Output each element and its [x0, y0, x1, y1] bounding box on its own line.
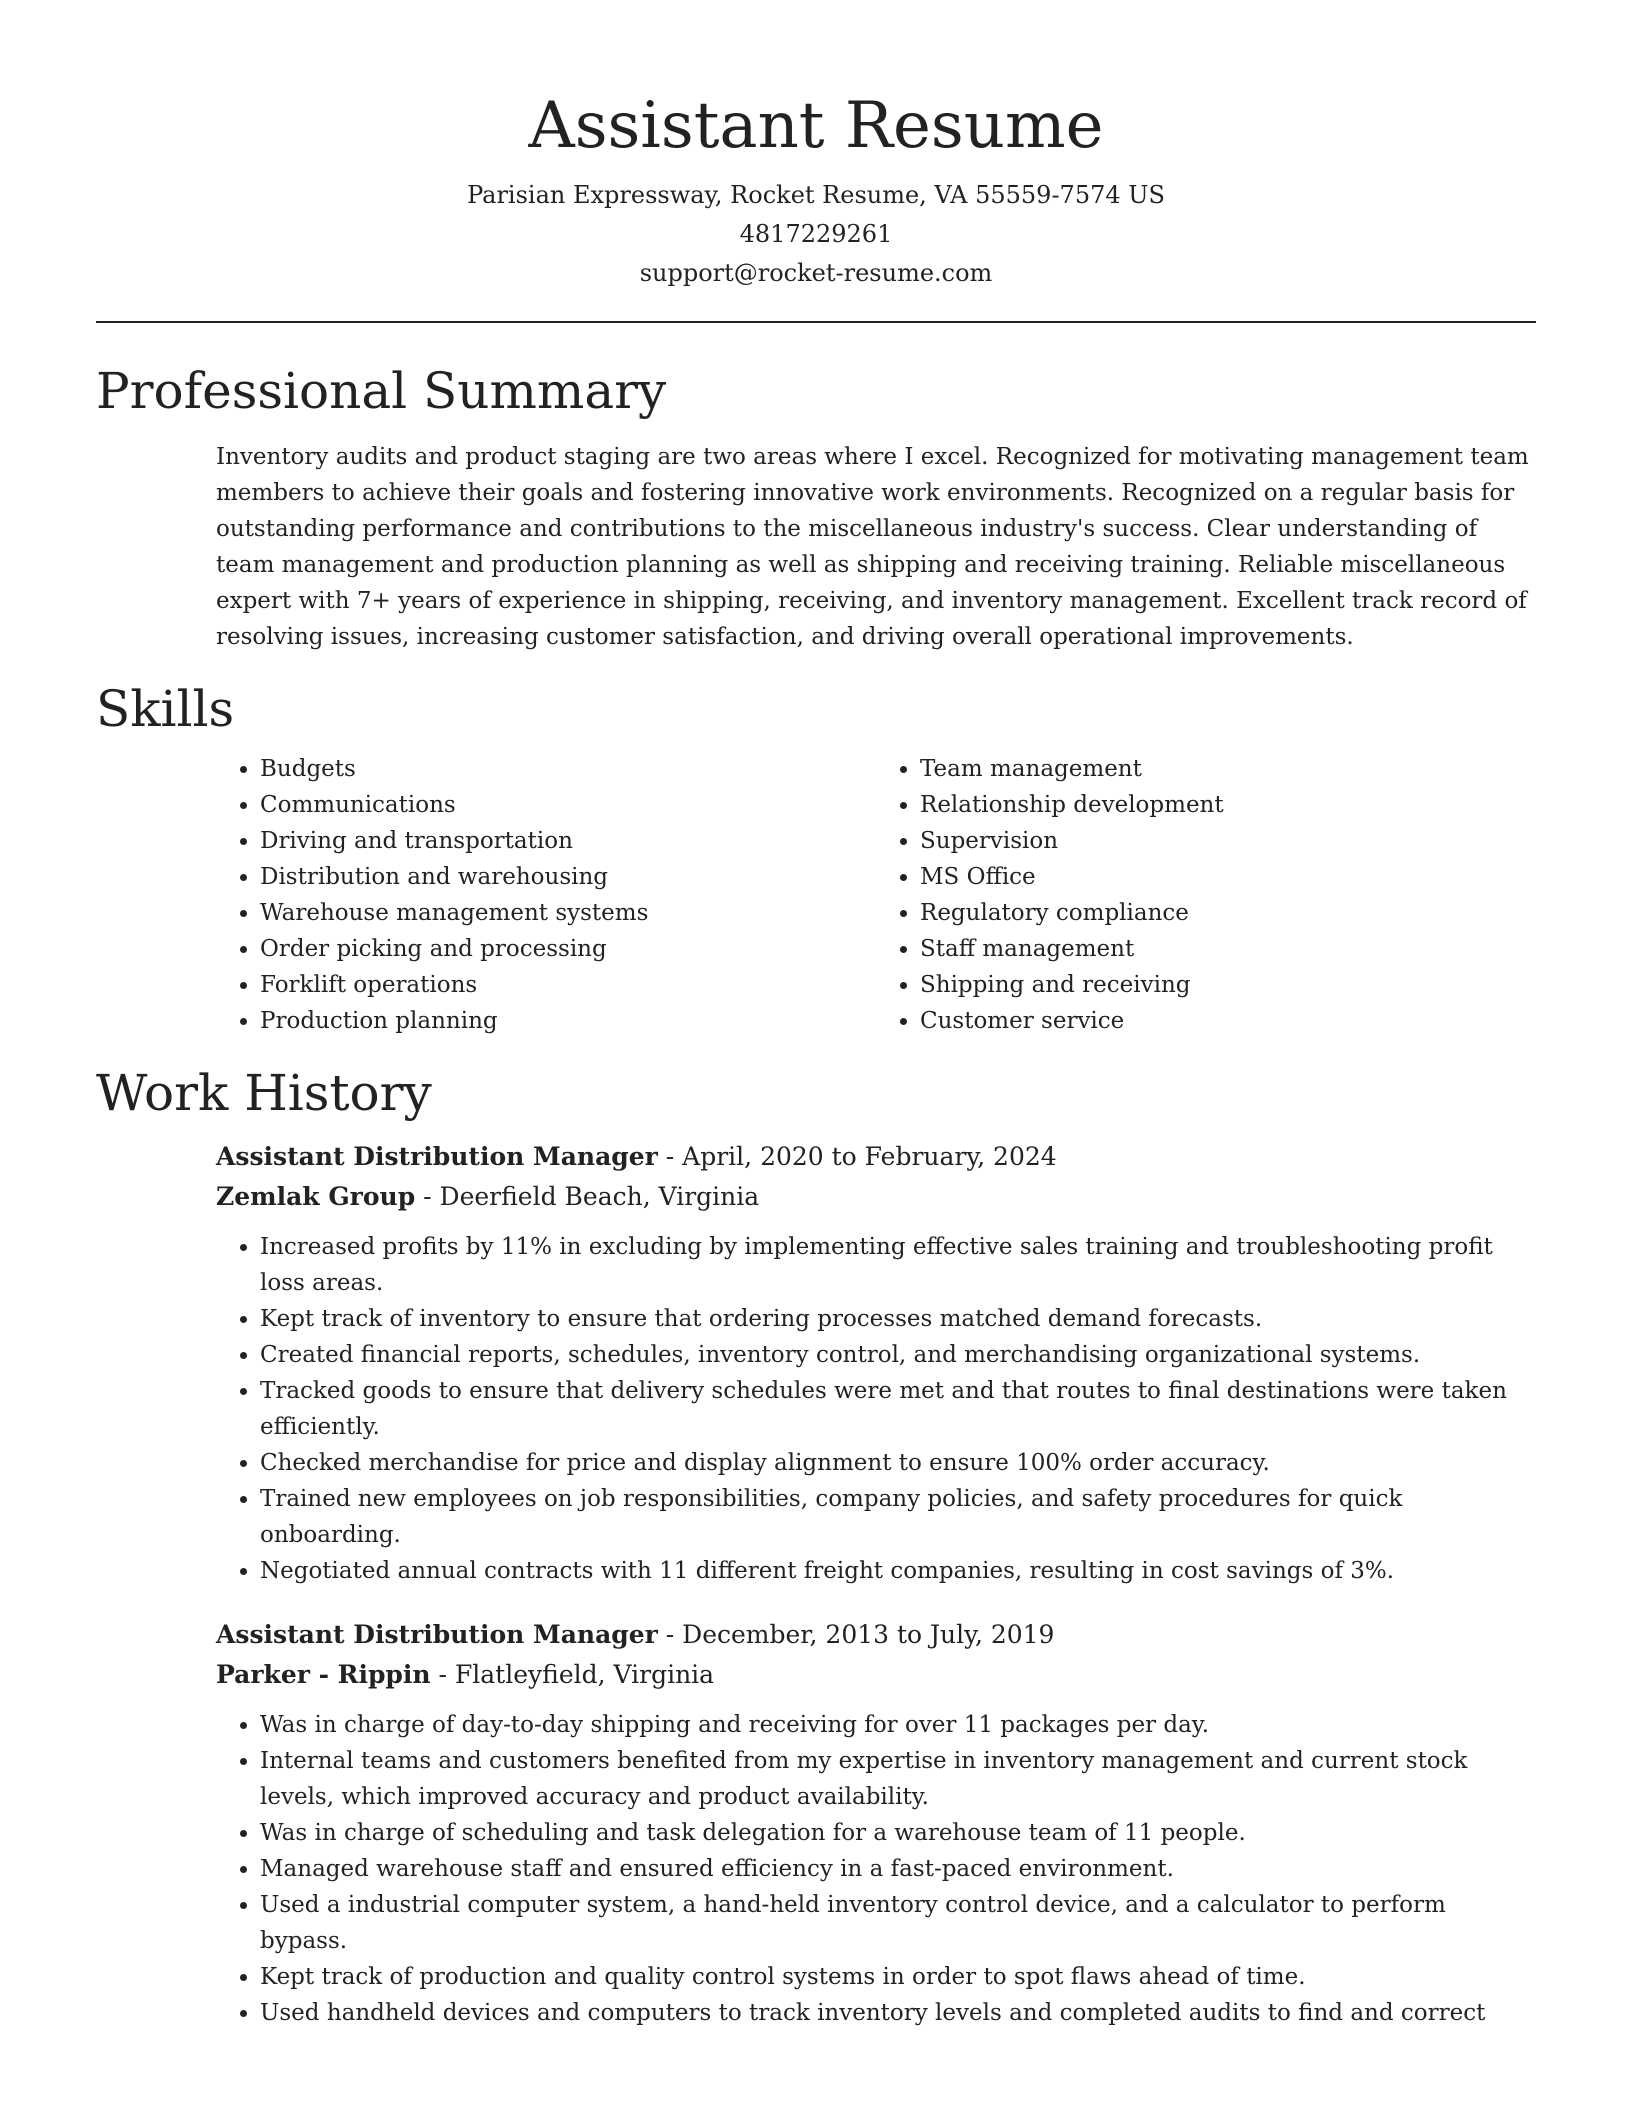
contact-phone: 4817229261 [739, 220, 893, 248]
job-company: Zemlak Group [216, 1182, 416, 1211]
skill-item: • Supervision [920, 823, 1536, 859]
job-bullet: • Checked merchandise for price and display alignment to ensure 100% order accuracy. [260, 1445, 1536, 1481]
skill-item: • Driving and transportation [260, 823, 876, 859]
job-entry [216, 1615, 1536, 2031]
separator: - [430, 1660, 455, 1689]
job-bullet: • Negotiated annual contracts with 11 different freight companies, resulting in cost savings of 3%. [260, 1553, 1536, 1589]
skill-item: • Relationship development [920, 787, 1536, 823]
job-bullet: • Created financial reports, schedules, inventory control, and merchandising organizational systems. [260, 1337, 1536, 1373]
separator: - [657, 1142, 683, 1171]
job-title: Assistant Distribution Manager [216, 1620, 658, 1649]
job-bullet: • Used a industrial computer system, a hand-held inventory control device, and a calculator to perform bypass. [260, 1887, 1536, 1959]
separator: - [657, 1620, 683, 1649]
job-location: Flatleyfield, Virginia [454, 1660, 715, 1689]
work-history-heading: Work History [96, 1064, 432, 1122]
job-bullet: • Was in charge of scheduling and task delegation for a warehouse team of 11 people. [260, 1815, 1536, 1851]
job-dates: December, 2013 to July, 2019 [682, 1620, 1055, 1649]
resume-title: Assistant Resume [528, 89, 1104, 163]
skills-list-left [216, 751, 876, 1039]
job-bullets [216, 1707, 1536, 2031]
job-entry [216, 1137, 1536, 1589]
skills-list-right [876, 751, 1536, 1039]
job-company: Parker - Rippin [216, 1660, 431, 1689]
job-bullet: • Used handheld devices and computers to track inventory levels and completed audits to find and correct [260, 1995, 1536, 2031]
job-bullet: • Increased profits by 11% in excluding by implementing effective sales training and troubleshooting profit loss areas. [260, 1229, 1536, 1301]
job-bullet: • Internal teams and customers benefited from my expertise in inventory management and current stock levels, which improved accuracy and product availability. [260, 1743, 1536, 1815]
job-dates: April, 2020 to February, 2024 [682, 1142, 1057, 1171]
separator: - [415, 1182, 440, 1211]
job-bullet: • Kept track of production and quality control systems in order to spot flaws ahead of time. [260, 1959, 1536, 1995]
skill-item: • Customer service [920, 1003, 1536, 1039]
job-company-line [216, 1177, 1536, 1217]
skill-item: • Communications [260, 787, 876, 823]
contact-block [0, 176, 1632, 293]
job-bullet: • Was in charge of day-to-day shipping and receiving for over 11 packages per day. [260, 1707, 1536, 1743]
job-title: Assistant Distribution Manager [216, 1142, 658, 1171]
job-title-line [216, 1615, 1536, 1655]
work-history-list [0, 1137, 1632, 2031]
skill-item: • Warehouse management systems [260, 895, 876, 931]
job-company-line [216, 1655, 1536, 1695]
job-bullet: • Managed warehouse staff and ensured efficiency in a fast-paced environment. [260, 1851, 1536, 1887]
skill-item: • Shipping and receiving [920, 967, 1536, 1003]
job-bullet: • Tracked goods to ensure that delivery schedules were met and that routes to final destinations were taken efficiently. [260, 1373, 1536, 1445]
job-title-line [216, 1137, 1536, 1177]
header-divider [96, 321, 1536, 323]
job-bullet: • Trained new employees on job responsibilities, company policies, and safety procedures for quick onboarding. [260, 1481, 1536, 1553]
summary-text: Inventory audits and product staging are two areas where I excel. Recognized for motivating management team members to achieve their goals and fostering innovative work environments. Recognized on a regular basis for outstanding performance and contributions to the miscellaneous industry's success. Clear understanding of team management and production planning as well as shipping and receiving training. Reliable miscellaneous expert with 7+ years of experience in shipping, receiving, and inventory management. Excellent track record of resolving issues, increasing customer satisfaction, and driving overall operational improvements. [216, 444, 1529, 650]
contact-address: Parisian Expressway, Rocket Resume, VA 55559-7574 US [467, 181, 1165, 209]
skill-item: • Distribution and warehousing [260, 859, 876, 895]
skill-item: • Production planning [260, 1003, 876, 1039]
contact-email: support@rocket-resume.com [639, 259, 993, 287]
job-location: Deerfield Beach, Virginia [439, 1182, 760, 1211]
skills-columns [216, 751, 1536, 1039]
skill-item: • Forklift operations [260, 967, 876, 1003]
skill-item: • Order picking and processing [260, 931, 876, 967]
skill-item: • MS Office [920, 859, 1536, 895]
skill-item: • Regulatory compliance [920, 895, 1536, 931]
job-bullets [216, 1229, 1536, 1589]
summary-heading: Professional Summary [96, 362, 667, 420]
skill-item: • Team management [920, 751, 1536, 787]
job-bullet: • Kept track of inventory to ensure that ordering processes matched demand forecasts. [260, 1301, 1536, 1337]
skills-heading: Skills [96, 680, 235, 738]
skill-item: • Budgets [260, 751, 876, 787]
skill-item: • Staff management [920, 931, 1536, 967]
